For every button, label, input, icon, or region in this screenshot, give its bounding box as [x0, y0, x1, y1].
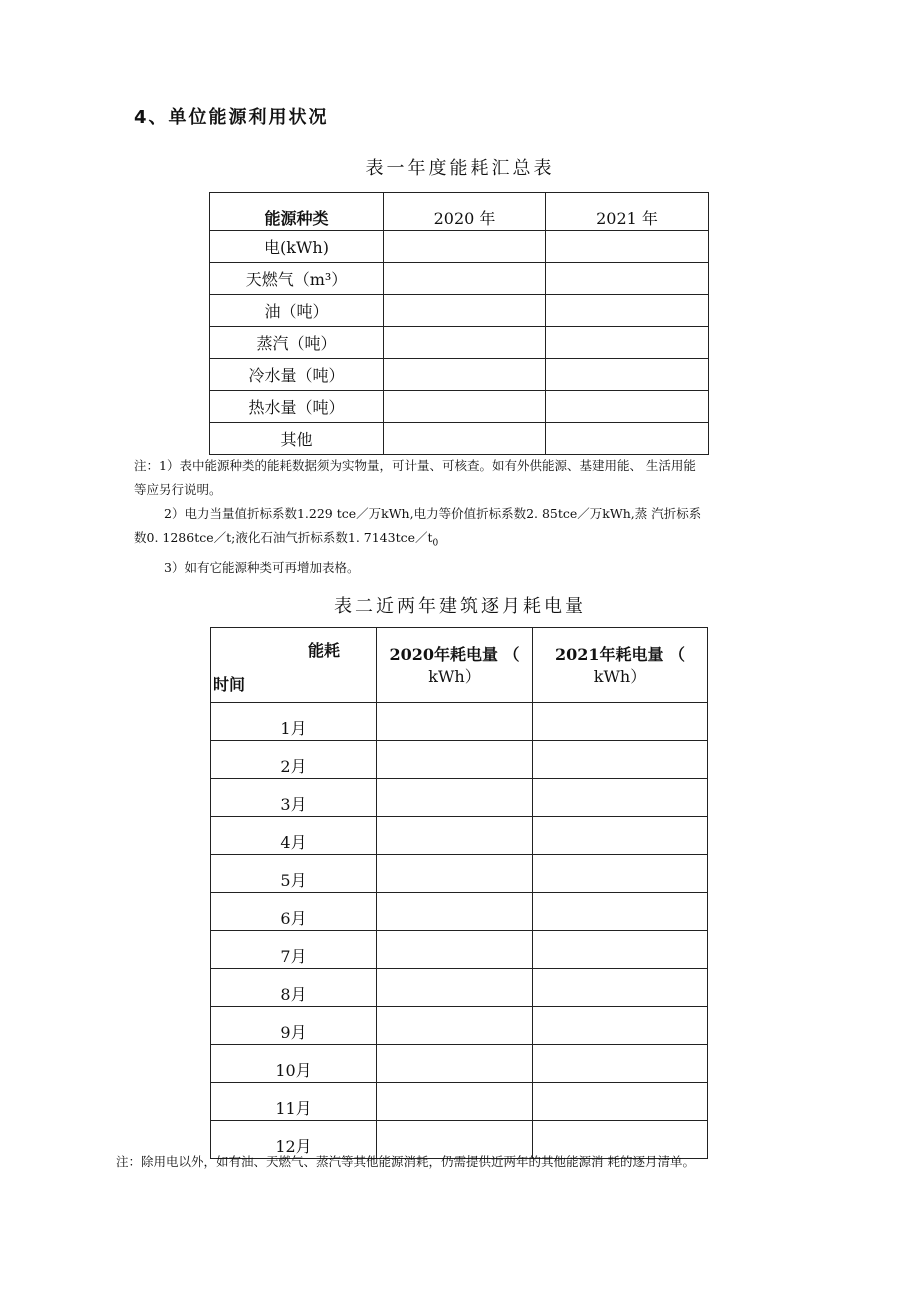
- table-row: [211, 855, 708, 893]
- cell-2021[interactable]: [546, 263, 709, 295]
- row-label-natural-gas: 天燃气（m³）: [210, 263, 384, 295]
- cell-2021[interactable]: [533, 855, 708, 893]
- energy-summary-table: [209, 192, 709, 455]
- cell-2020[interactable]: [377, 817, 533, 855]
- header-2020: 2020 年: [384, 193, 546, 231]
- cell-2020[interactable]: [377, 969, 533, 1007]
- cell-2020[interactable]: [384, 231, 546, 263]
- table2-title: 表二近两年建筑逐月耗电量: [334, 596, 586, 617]
- cell-2021[interactable]: [533, 1083, 708, 1121]
- cell-2020[interactable]: [384, 327, 546, 359]
- header-2020-consumption: 2020年耗电量 （ kWh）: [377, 628, 533, 703]
- cell-2021[interactable]: [546, 295, 709, 327]
- note-line: 数0. 1286tce／t;液化石油气折标系数1. $7143tce/t_0$: [134, 530, 439, 549]
- monthly-electricity-table: [210, 627, 708, 1159]
- header-2021: 2021 年: [546, 193, 709, 231]
- cell-2020[interactable]: [377, 931, 533, 969]
- table-row: [211, 1083, 708, 1121]
- month-label: 6月: [211, 893, 377, 931]
- table-row: [210, 263, 709, 295]
- cell-2021[interactable]: [546, 359, 709, 391]
- cell-2021[interactable]: [533, 969, 708, 1007]
- row-label-steam: 蒸汽（吨）: [210, 327, 384, 359]
- cell-2020[interactable]: [384, 263, 546, 295]
- table-row: [211, 969, 708, 1007]
- cell-2021[interactable]: [533, 893, 708, 931]
- table-row: [211, 1045, 708, 1083]
- month-label: 10月: [211, 1045, 377, 1083]
- cell-2021[interactable]: [533, 741, 708, 779]
- cell-2021[interactable]: [533, 1045, 708, 1083]
- month-label: 8月: [211, 969, 377, 1007]
- row-label-hot-water: 热水量（吨）: [210, 391, 384, 423]
- cell-2021[interactable]: [533, 931, 708, 969]
- cell-2021[interactable]: [546, 231, 709, 263]
- cell-2021[interactable]: [546, 391, 709, 423]
- cell-2020[interactable]: [384, 391, 546, 423]
- month-label: 4月: [211, 817, 377, 855]
- cell-2020[interactable]: [384, 359, 546, 391]
- cell-2020[interactable]: [377, 1083, 533, 1121]
- month-label: 1月: [211, 703, 377, 741]
- row-label-oil: 油（吨）: [210, 295, 384, 327]
- table-row: [210, 359, 709, 391]
- note-line: 3）如有它能源种类可再增加表格。: [164, 559, 360, 575]
- cell-2020[interactable]: [377, 1007, 533, 1045]
- section-heading: 4、单位能源利用状况: [134, 107, 329, 128]
- cell-2020[interactable]: [377, 703, 533, 741]
- corner-energy-label: 能耗: [307, 641, 340, 660]
- cell-2021[interactable]: [546, 423, 709, 455]
- cell-2021[interactable]: [533, 1007, 708, 1045]
- table-row: [211, 893, 708, 931]
- table-row: [210, 391, 709, 423]
- cell-2021[interactable]: [533, 779, 708, 817]
- table2-header-row: [211, 628, 708, 703]
- table-row: [211, 741, 708, 779]
- month-label: 5月: [211, 855, 377, 893]
- table-row: [211, 1007, 708, 1045]
- month-rows: [211, 703, 708, 1159]
- table-row: [211, 931, 708, 969]
- month-label: 7月: [211, 931, 377, 969]
- cell-2021[interactable]: [533, 817, 708, 855]
- table-row: [211, 779, 708, 817]
- cell-2020[interactable]: [377, 855, 533, 893]
- header-2021-consumption: 2021年耗电量 （ kWh）: [533, 628, 708, 703]
- table2-note: 注：除用电以外，如有油、天燃气、蒸汽等其他能源消耗，仍需提供近两年的其他能源消 耗的逐月清单。: [116, 1154, 695, 1169]
- table1-notes: [134, 454, 814, 580]
- table-row: [210, 327, 709, 359]
- corner-time-label: 时间: [213, 675, 246, 694]
- note-line: 等应另行说明。: [134, 482, 222, 497]
- table-row: [211, 703, 708, 741]
- month-label: 12月: [211, 1121, 377, 1159]
- cell-2021[interactable]: [533, 703, 708, 741]
- header-energy-type: 能源种类: [210, 193, 384, 231]
- table-row: [211, 817, 708, 855]
- month-label: 9月: [211, 1007, 377, 1045]
- cell-2020[interactable]: [377, 741, 533, 779]
- cell-2020[interactable]: [377, 893, 533, 931]
- cell-2020[interactable]: [384, 423, 546, 455]
- table-row: [210, 295, 709, 327]
- month-label: 11月: [211, 1083, 377, 1121]
- table-row: [210, 423, 709, 455]
- row-label-electricity: 电(kWh): [210, 231, 384, 263]
- table1-header-row: [210, 193, 709, 231]
- cell-2021[interactable]: [546, 327, 709, 359]
- note-line: 注：1）表中能源种类的能耗数据须为实物量，可计量、可核查。如有外供能源、基建用能、 生活用能: [134, 458, 696, 473]
- cell-2020[interactable]: [377, 779, 533, 817]
- cell-2020[interactable]: [384, 295, 546, 327]
- corner-cell: [211, 628, 377, 703]
- note-line: 2）电力当量值折标系数1.229 tce／万kWh,电力等价值折标系数2. 85tce／万kWh,蒸 汽折标系: [164, 506, 702, 521]
- month-label: 2月: [211, 741, 377, 779]
- cell-2020[interactable]: [377, 1045, 533, 1083]
- row-label-other: 其他: [210, 423, 384, 455]
- row-label-chilled-water: 冷水量（吨）: [210, 359, 384, 391]
- month-label: 3月: [211, 779, 377, 817]
- table-row: [210, 231, 709, 263]
- table1-title: 表一年度能耗汇总表: [365, 158, 555, 179]
